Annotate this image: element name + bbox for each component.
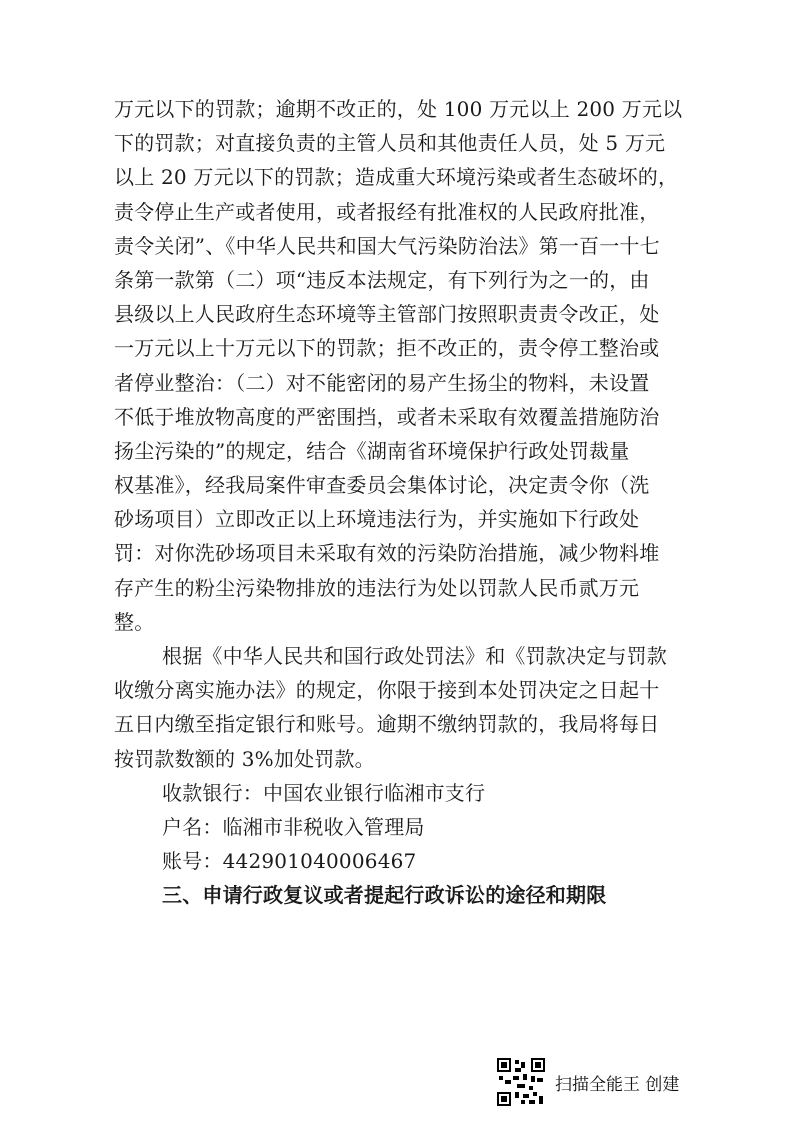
- text-line: 下的罚款；对直接负责的主管人员和其他责任人员，处 5 万元: [114, 131, 666, 156]
- text-line: 根据《中华人民共和国行政处罚法》和《罚款决定与罚款: [162, 644, 667, 668]
- qr-code-icon: [497, 1058, 545, 1106]
- text-line: 收缴分离实施办法》的规定，你限于接到本处罚决定之日起十: [114, 678, 660, 703]
- text-line: 罚：对你洗砂场项目未采取有效的污染防治措施，减少物料堆: [114, 541, 660, 566]
- text-line: 不低于堆放物高度的严密围挡，或者未采取有效覆盖措施防治: [114, 404, 660, 429]
- text-line: 责令关闭”、《中华人民共和国大气污染防治法》第一百一十七: [114, 233, 660, 258]
- text-line: 砂场项目）立即改正以上环境违法行为，并实施如下行政处: [114, 507, 640, 532]
- text-line: 一万元以上十万元以下的罚款；拒不改正的，责令停工整治或: [114, 336, 660, 361]
- account-number-line: 账号：442901040006467: [162, 849, 417, 874]
- text-line: 万元以下的罚款；逾期不改正的，处 100 万元以上 200 万元以: [114, 97, 683, 121]
- text-line: 责令停止生产或者使用，或者报经有批准权的人民政府批准，: [114, 199, 660, 224]
- text-line: 存产生的粉尘污染物排放的违法行为处以罚款人民币贰万元: [114, 575, 640, 600]
- text-line: 以上 20 万元以下的罚款；造成重大环境污染或者生态破坏的，: [114, 165, 679, 190]
- text-line: 整。: [114, 609, 155, 634]
- text-line: 县级以上人民政府生态环境等主管部门按照职责责令改正，处: [114, 302, 660, 327]
- text-line: 者停业整治：（二）对不能密闭的易产生扬尘的物料，未设置: [114, 370, 650, 395]
- document-body: [114, 92, 694, 913]
- text-line: 按罚款数额的 3%加处罚款。: [114, 746, 375, 771]
- text-line: 权基准》，经我局案件审查委员会集体讨论，决定责令你（洗: [114, 473, 650, 498]
- text-line: 五日内缴至指定银行和账号。逾期不缴纳罚款的，我局将每日: [114, 712, 660, 737]
- text-line: 条第一款第（二）项“违反本法规定，有下列行为之一的，由: [114, 267, 650, 292]
- scanner-watermark: [497, 1058, 679, 1106]
- watermark-text: 扫描全能王 创建: [555, 1074, 680, 1095]
- account-name-line: 户名：临湘市非税收入管理局: [162, 814, 425, 839]
- bank-name-line: 收款银行：中国农业银行临湘市支行: [162, 780, 486, 805]
- text-line: 扬尘污染的”的规定，结合《湖南省环境保护行政处罚裁量: [114, 438, 630, 463]
- section-heading: 三、申请行政复议或者提起行政诉讼的途径和期限: [162, 883, 607, 908]
